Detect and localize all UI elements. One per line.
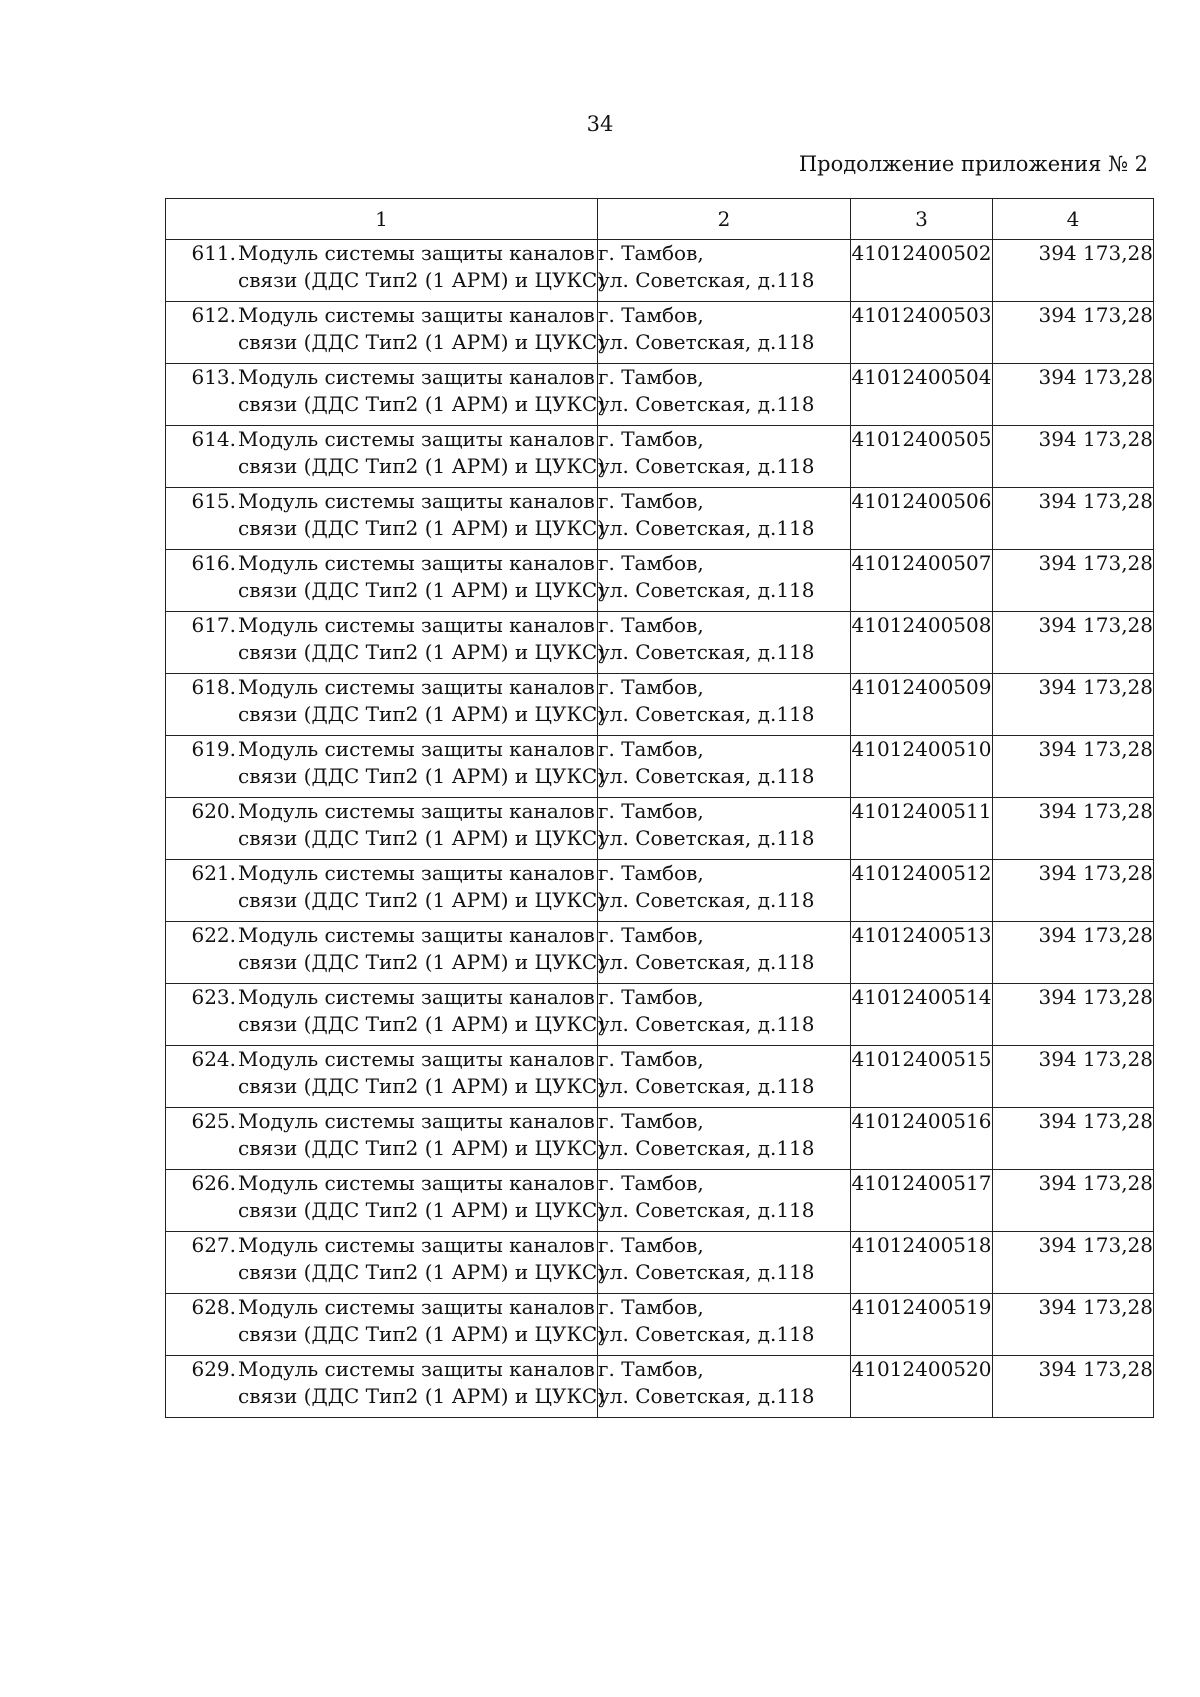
cell-value: 394 173,28 xyxy=(993,612,1154,674)
item-name-line: Модуль системы защиты каналов xyxy=(238,923,595,947)
row-number: 626. xyxy=(191,1171,236,1195)
cell-value: 394 173,28 xyxy=(993,1356,1154,1418)
cell-value: 394 173,28 xyxy=(993,426,1154,488)
cell-value: 394 173,28 xyxy=(993,1294,1154,1356)
table-row xyxy=(166,488,1154,550)
item-name-line: связи (ДДС Тип2 (1 АРМ) и ЦУКС) xyxy=(238,1136,606,1160)
table-row xyxy=(166,922,1154,984)
table-row xyxy=(166,1294,1154,1356)
item-name-line: Модуль системы защиты каналов xyxy=(238,737,595,761)
cell-name xyxy=(166,674,606,736)
cell-inventory-number: 41012400514 xyxy=(851,984,993,1046)
address-line: г. Тамбов, xyxy=(598,1047,704,1071)
item-name-line: связи (ДДС Тип2 (1 АРМ) и ЦУКС) xyxy=(238,950,606,974)
row-number: 618. xyxy=(191,675,236,699)
item-name-line: Модуль системы защиты каналов xyxy=(238,1047,595,1071)
row-number: 629. xyxy=(191,1357,236,1381)
item-name-line: Модуль системы защиты каналов xyxy=(238,365,595,389)
address-line: г. Тамбов, xyxy=(598,923,704,947)
row-number: 623. xyxy=(191,985,236,1009)
cell-inventory-number: 41012400509 xyxy=(851,674,993,736)
row-number: 614. xyxy=(191,427,236,451)
address-line: ул. Советская, д.118 xyxy=(598,950,815,974)
item-name-line: связи (ДДС Тип2 (1 АРМ) и ЦУКС) xyxy=(238,1260,606,1284)
cell-value: 394 173,28 xyxy=(993,550,1154,612)
address-line: ул. Советская, д.118 xyxy=(598,578,815,602)
item-name-line: связи (ДДС Тип2 (1 АРМ) и ЦУКС) xyxy=(238,1074,606,1098)
address-line: ул. Советская, д.118 xyxy=(598,764,815,788)
table-row xyxy=(166,1046,1154,1108)
cell-value: 394 173,28 xyxy=(993,1108,1154,1170)
cell-address xyxy=(598,426,851,488)
cell-inventory-number: 41012400513 xyxy=(851,922,993,984)
cell-name xyxy=(166,1108,606,1170)
cell-address xyxy=(598,1232,851,1294)
address-line: ул. Советская, д.118 xyxy=(598,1074,815,1098)
cell-inventory-number: 41012400519 xyxy=(851,1294,993,1356)
row-number: 620. xyxy=(191,799,236,823)
table-row xyxy=(166,1232,1154,1294)
cell-name xyxy=(166,302,606,364)
address-line: г. Тамбов, xyxy=(598,1357,704,1381)
table-row xyxy=(166,736,1154,798)
cell-value: 394 173,28 xyxy=(993,1232,1154,1294)
row-number: 622. xyxy=(191,923,236,947)
item-name-line: связи (ДДС Тип2 (1 АРМ) и ЦУКС) xyxy=(238,888,606,912)
cell-name xyxy=(166,1294,606,1356)
cell-name xyxy=(166,1356,606,1418)
table-row xyxy=(166,674,1154,736)
address-line: г. Тамбов, xyxy=(598,241,704,265)
cell-address xyxy=(598,860,851,922)
address-line: г. Тамбов, xyxy=(598,1233,704,1257)
item-name-line: Модуль системы защиты каналов xyxy=(238,1233,595,1257)
table-body xyxy=(166,240,1154,1418)
address-line: г. Тамбов, xyxy=(598,303,704,327)
item-name-line: связи (ДДС Тип2 (1 АРМ) и ЦУКС) xyxy=(238,1384,606,1408)
cell-value: 394 173,28 xyxy=(993,736,1154,798)
cell-address xyxy=(598,240,851,302)
table-row xyxy=(166,550,1154,612)
cell-inventory-number: 41012400516 xyxy=(851,1108,993,1170)
cell-value: 394 173,28 xyxy=(993,798,1154,860)
cell-name xyxy=(166,1232,606,1294)
item-name-line: Модуль системы защиты каналов xyxy=(238,551,595,575)
cell-name xyxy=(166,550,606,612)
address-line: г. Тамбов, xyxy=(598,613,704,637)
cell-inventory-number: 41012400503 xyxy=(851,302,993,364)
address-line: ул. Советская, д.118 xyxy=(598,1384,815,1408)
cell-address xyxy=(598,922,851,984)
item-name-line: связи (ДДС Тип2 (1 АРМ) и ЦУКС) xyxy=(238,764,606,788)
property-table xyxy=(165,198,1154,1418)
item-name-line: Модуль системы защиты каналов xyxy=(238,1357,595,1381)
address-line: ул. Советская, д.118 xyxy=(598,826,815,850)
address-line: ул. Советская, д.118 xyxy=(598,1322,815,1346)
row-number: 621. xyxy=(191,861,236,885)
item-name-line: Модуль системы защиты каналов xyxy=(238,985,595,1009)
table-row xyxy=(166,1108,1154,1170)
cell-name xyxy=(166,860,606,922)
table-row xyxy=(166,240,1154,302)
header-col-1: 1 xyxy=(166,199,598,240)
cell-value: 394 173,28 xyxy=(993,674,1154,736)
header-row xyxy=(166,199,1154,240)
cell-name xyxy=(166,798,606,860)
appendix-note: Продолжение приложения № 2 xyxy=(798,152,1148,176)
cell-inventory-number: 41012400515 xyxy=(851,1046,993,1108)
cell-name xyxy=(166,240,606,302)
cell-value: 394 173,28 xyxy=(993,302,1154,364)
item-name-line: связи (ДДС Тип2 (1 АРМ) и ЦУКС) xyxy=(238,330,606,354)
cell-value: 394 173,28 xyxy=(993,364,1154,426)
item-name-line: связи (ДДС Тип2 (1 АРМ) и ЦУКС) xyxy=(238,702,606,726)
table-row xyxy=(166,860,1154,922)
address-line: ул. Советская, д.118 xyxy=(598,1198,815,1222)
address-line: ул. Советская, д.118 xyxy=(598,330,815,354)
cell-inventory-number: 41012400505 xyxy=(851,426,993,488)
row-number: 612. xyxy=(191,303,236,327)
cell-name xyxy=(166,364,606,426)
cell-address xyxy=(598,550,851,612)
cell-address xyxy=(598,1356,851,1418)
cell-inventory-number: 41012400506 xyxy=(851,488,993,550)
row-number: 611. xyxy=(191,241,236,265)
cell-value: 394 173,28 xyxy=(993,860,1154,922)
cell-inventory-number: 41012400504 xyxy=(851,364,993,426)
item-name-line: связи (ДДС Тип2 (1 АРМ) и ЦУКС) xyxy=(238,516,606,540)
item-name-line: Модуль системы защиты каналов xyxy=(238,613,595,637)
address-line: ул. Советская, д.118 xyxy=(598,888,815,912)
table-row xyxy=(166,984,1154,1046)
cell-address xyxy=(598,488,851,550)
cell-value: 394 173,28 xyxy=(993,488,1154,550)
cell-address xyxy=(598,798,851,860)
item-name-line: связи (ДДС Тип2 (1 АРМ) и ЦУКС) xyxy=(238,826,606,850)
cell-value: 394 173,28 xyxy=(993,984,1154,1046)
row-number: 613. xyxy=(191,365,236,389)
table-row xyxy=(166,426,1154,488)
cell-inventory-number: 41012400512 xyxy=(851,860,993,922)
header-col-3: 3 xyxy=(851,199,993,240)
address-line: г. Тамбов, xyxy=(598,365,704,389)
cell-value: 394 173,28 xyxy=(993,1046,1154,1108)
row-number: 615. xyxy=(191,489,236,513)
item-name-line: связи (ДДС Тип2 (1 АРМ) и ЦУКС) xyxy=(238,268,606,292)
item-name-line: связи (ДДС Тип2 (1 АРМ) и ЦУКС) xyxy=(238,1012,606,1036)
cell-address xyxy=(598,1108,851,1170)
item-name-line: Модуль системы защиты каналов xyxy=(238,799,595,823)
cell-value: 394 173,28 xyxy=(993,1170,1154,1232)
address-line: ул. Советская, д.118 xyxy=(598,640,815,664)
item-name-line: Модуль системы защиты каналов xyxy=(238,241,595,265)
cell-name xyxy=(166,488,606,550)
cell-inventory-number: 41012400507 xyxy=(851,550,993,612)
cell-name xyxy=(166,922,606,984)
address-line: ул. Советская, д.118 xyxy=(598,1012,815,1036)
row-number: 627. xyxy=(191,1233,236,1257)
table-row xyxy=(166,302,1154,364)
cell-address xyxy=(598,302,851,364)
address-line: г. Тамбов, xyxy=(598,1171,704,1195)
cell-address xyxy=(598,1170,851,1232)
table-row xyxy=(166,798,1154,860)
cell-address xyxy=(598,674,851,736)
page-number: 34 xyxy=(586,112,614,136)
cell-address xyxy=(598,1294,851,1356)
item-name-line: связи (ДДС Тип2 (1 АРМ) и ЦУКС) xyxy=(238,454,606,478)
header-col-2: 2 xyxy=(598,199,851,240)
cell-address xyxy=(598,736,851,798)
cell-name xyxy=(166,426,606,488)
header-col-4: 4 xyxy=(993,199,1154,240)
cell-name xyxy=(166,736,606,798)
address-line: г. Тамбов, xyxy=(598,737,704,761)
address-line: г. Тамбов, xyxy=(598,861,704,885)
item-name-line: Модуль системы защиты каналов xyxy=(238,861,595,885)
cell-name xyxy=(166,984,606,1046)
row-number: 628. xyxy=(191,1295,236,1319)
address-line: ул. Советская, д.118 xyxy=(598,268,815,292)
cell-inventory-number: 41012400502 xyxy=(851,240,993,302)
address-line: ул. Советская, д.118 xyxy=(598,516,815,540)
address-line: г. Тамбов, xyxy=(598,985,704,1009)
address-line: ул. Советская, д.118 xyxy=(598,1136,815,1160)
item-name-line: Модуль системы защиты каналов xyxy=(238,427,595,451)
item-name-line: связи (ДДС Тип2 (1 АРМ) и ЦУКС) xyxy=(238,392,606,416)
row-number: 624. xyxy=(191,1047,236,1071)
row-number: 625. xyxy=(191,1109,236,1133)
cell-inventory-number: 41012400508 xyxy=(851,612,993,674)
address-line: ул. Советская, д.118 xyxy=(598,1260,815,1284)
row-number: 619. xyxy=(191,737,236,761)
address-line: г. Тамбов, xyxy=(598,1295,704,1319)
cell-address xyxy=(598,364,851,426)
address-line: г. Тамбов, xyxy=(598,799,704,823)
cell-name xyxy=(166,612,606,674)
cell-name xyxy=(166,1046,606,1108)
address-line: г. Тамбов, xyxy=(598,427,704,451)
row-number: 617. xyxy=(191,613,236,637)
cell-address xyxy=(598,1046,851,1108)
address-line: г. Тамбов, xyxy=(598,675,704,699)
cell-inventory-number: 41012400510 xyxy=(851,736,993,798)
item-name-line: Модуль системы защиты каналов xyxy=(238,489,595,513)
table-row xyxy=(166,364,1154,426)
cell-inventory-number: 41012400511 xyxy=(851,798,993,860)
item-name-line: Модуль системы защиты каналов xyxy=(238,675,595,699)
item-name-line: связи (ДДС Тип2 (1 АРМ) и ЦУКС) xyxy=(238,1322,606,1346)
address-line: г. Тамбов, xyxy=(598,1109,704,1133)
address-line: ул. Советская, д.118 xyxy=(598,454,815,478)
table-row xyxy=(166,612,1154,674)
table-header xyxy=(166,199,1154,240)
cell-address xyxy=(598,984,851,1046)
address-line: ул. Советская, д.118 xyxy=(598,392,815,416)
cell-inventory-number: 41012400520 xyxy=(851,1356,993,1418)
cell-value: 394 173,28 xyxy=(993,922,1154,984)
item-name-line: Модуль системы защиты каналов xyxy=(238,1171,595,1195)
cell-inventory-number: 41012400517 xyxy=(851,1170,993,1232)
item-name-line: связи (ДДС Тип2 (1 АРМ) и ЦУКС) xyxy=(238,1198,606,1222)
cell-inventory-number: 41012400518 xyxy=(851,1232,993,1294)
table-row xyxy=(166,1356,1154,1418)
cell-name xyxy=(166,1170,606,1232)
row-number: 616. xyxy=(191,551,236,575)
address-line: г. Тамбов, xyxy=(598,551,704,575)
item-name-line: связи (ДДС Тип2 (1 АРМ) и ЦУКС) xyxy=(238,578,606,602)
item-name-line: связи (ДДС Тип2 (1 АРМ) и ЦУКС) xyxy=(238,640,606,664)
address-line: г. Тамбов, xyxy=(598,489,704,513)
item-name-line: Модуль системы защиты каналов xyxy=(238,1109,595,1133)
cell-value: 394 173,28 xyxy=(993,240,1154,302)
item-name-line: Модуль системы защиты каналов xyxy=(238,1295,595,1319)
item-name-line: Модуль системы защиты каналов xyxy=(238,303,595,327)
address-line: ул. Советская, д.118 xyxy=(598,702,815,726)
table-row xyxy=(166,1170,1154,1232)
cell-address xyxy=(598,612,851,674)
